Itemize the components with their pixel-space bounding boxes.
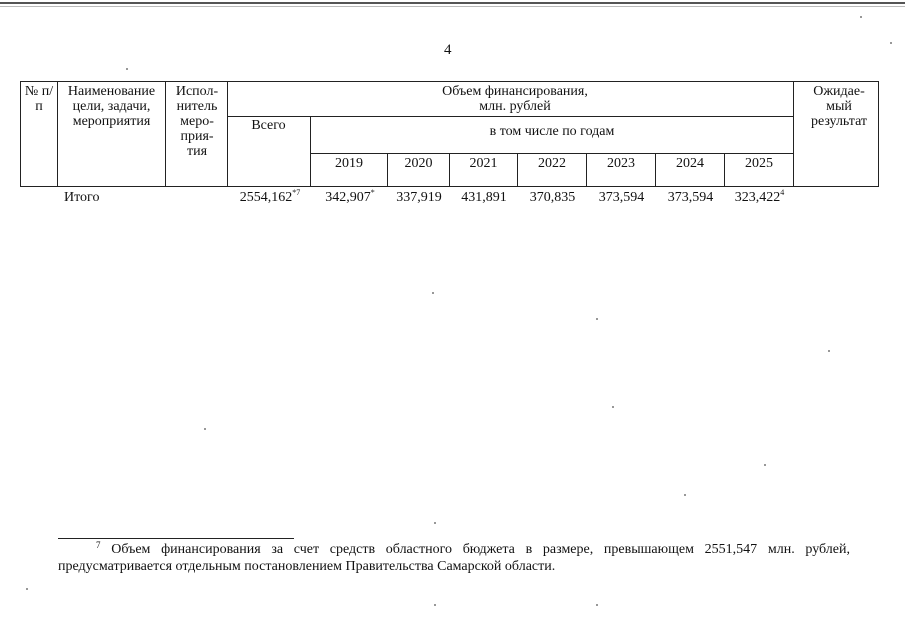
scan-speck <box>434 522 436 524</box>
table-right-border <box>878 81 879 187</box>
scan-speck <box>890 42 892 44</box>
page-top-border <box>0 2 905 4</box>
totals-row-2022 <box>518 190 587 206</box>
table-left-border <box>20 81 21 187</box>
totals-2022-value: 370,835 <box>529 190 576 205</box>
totals-2020-value: 337,919 <box>396 190 442 205</box>
totals-2024-value: 373,594 <box>667 190 714 205</box>
header-year-2019: 2019 <box>335 156 363 171</box>
totals-row-2019 <box>312 190 388 206</box>
scan-speck <box>434 604 436 606</box>
totals-2019-value: 342,907 <box>325 190 371 205</box>
page-number: 4 <box>444 42 452 58</box>
header-num: № п/п <box>24 84 54 114</box>
totals-2025-footnote-mark: 4 <box>780 188 785 197</box>
scan-speck <box>26 588 28 590</box>
header-result: Ожидае-мый результат <box>810 84 868 129</box>
footnote-marker: 7 <box>96 540 101 550</box>
scan-speck <box>126 68 128 70</box>
header-funding: Объем финансирования, млн. рублей <box>442 84 588 114</box>
totals-row-2025 <box>725 190 794 206</box>
footnote-separator <box>58 538 294 539</box>
totals-row-2020 <box>388 190 450 206</box>
header-year-2025: 2025 <box>745 156 773 171</box>
col-divider-num <box>57 81 58 187</box>
header-year-2024: 2024 <box>676 156 704 171</box>
col-divider-executor <box>227 81 228 187</box>
page-top-border-shadow <box>0 6 905 7</box>
scan-speck <box>432 292 434 294</box>
years-header-divider <box>310 153 794 154</box>
header-year-2020: 2020 <box>404 156 433 171</box>
scan-speck <box>612 406 614 408</box>
header-by-years: в том числе по годам <box>489 124 615 139</box>
totals-row-2021 <box>450 190 518 206</box>
totals-2025-value: 323,422 <box>734 190 781 205</box>
col-divider-result <box>793 81 794 187</box>
scan-speck <box>596 318 598 320</box>
scan-speck <box>764 464 766 466</box>
header-year-2022: 2022 <box>538 156 566 171</box>
totals-total-footnote-mark: *7 <box>292 188 301 197</box>
scan-speck <box>828 350 830 352</box>
footnote-text: Объем финансирования за счет средств областного бюджета в размере, превышающем 2551,547 млн. рублей, предусматривается отдельным постановлением Правительства Самарской области. <box>58 542 850 574</box>
totals-2019-footnote-mark: * <box>370 188 375 197</box>
totals-total-value: 2554,162 <box>239 190 293 205</box>
totals-2023-value: 373,594 <box>598 190 645 205</box>
totals-row-total <box>232 190 308 206</box>
table-top-border <box>20 81 879 82</box>
totals-row-2024 <box>656 190 725 206</box>
funding-header-divider <box>227 116 794 117</box>
header-name: Наименование цели, задачи, мероприятия <box>67 84 156 129</box>
scan-speck <box>596 604 598 606</box>
col-divider-name <box>165 81 166 187</box>
scan-speck <box>204 428 206 430</box>
totals-2021-value: 431,891 <box>461 190 507 205</box>
totals-row-label: Итого <box>64 190 100 205</box>
header-total: Всего <box>251 118 286 133</box>
scan-speck <box>684 494 686 496</box>
header-year-2021: 2021 <box>469 156 498 171</box>
header-executor: Испол-нитель меро-прия-тия <box>175 84 219 159</box>
totals-row-2023 <box>587 190 656 206</box>
scan-speck <box>860 16 862 18</box>
header-year-2023: 2023 <box>607 156 635 171</box>
footnote <box>58 541 850 575</box>
